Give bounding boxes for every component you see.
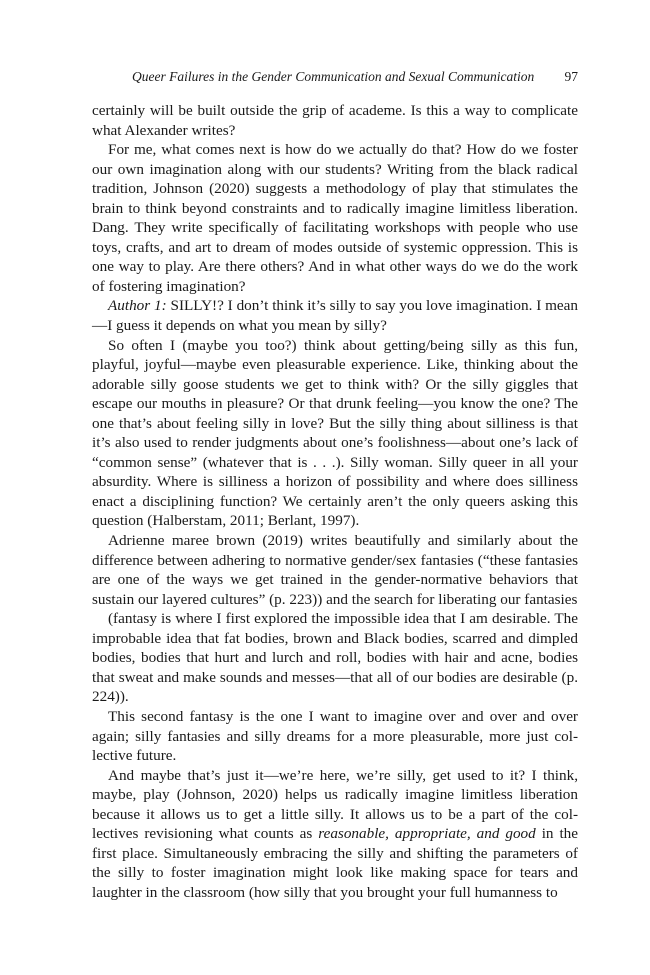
paragraph-8-text-b: in the first place. Simultaneously embracing the silly and shifting the parameters of the silly to foster imagination might look like making space for tears and laughter in the classroom (how silly that you brought your full humanness to [92,825,578,901]
paragraph-5: Adrienne maree brown (2019) writes beautifully and similarly about the difference between adhering to normative gender/sex fantasies (“these fantasies are one of the ways we get trained in the gender-normative behaviors that sustain our layered cultures” (p. 223)) and the search for liberating our fantasies [92,532,578,608]
running-title: Queer Failures in the Gender Communication and Sexual Communication [132,69,535,84]
paragraph-2: For me, what comes next is how do we actually do that? How do we foster our own imagination along with our students? Writing from the black radical tradition, Johnson (2020) suggests a methodology of play that stimulates the brain to think beyond constraints and to radically imagine limitless liberation. Dang. They write specifically of facilitating workshops with people who use toys, crafts, and art to dream of modes outside of systemic oppression. This is one way to play. Are there others? And in what other ways do we do the work of fostering imagination? [92,141,578,295]
speaker-label: Author 1: [108,297,167,315]
body-text [92,101,578,902]
paragraph-7: This second fantasy is the one I want to imagine over and over and over again; silly fantasies and silly dreams for a more pleasurable, more just collective future. [92,707,578,765]
page-number: 97 [564,69,578,84]
paragraph-8 [92,766,578,903]
running-head [92,68,578,86]
paragraph-3 [92,296,578,335]
block-quote: (fantasy is where I first explored the impossible idea that I am desirable. The improbable idea that fat bodies, brown and Black bodies, scarred and dimpled bodies, bodies that hurt and lurch and roll, bodies with hair and acne, bodies that sweat and make sounds and messes—that all of our bodies are desirable (p. 224)). [92,610,578,706]
emphasis-phrase: reasonable, appropriate, and good [318,825,536,843]
paragraph-4: So often I (maybe you too?) think about getting/being silly as this fun, playful, joyful—maybe even pleasurable experience. Like, thinking about the adorable silly goose students we get to think with? Or the silly giggles that escape our mouths in pleasure? Or that drunk feeling—you know the one? The one that’s about feeling silly in love? But the silly thing about silliness is that it’s also used to render judgments about one’s foolishness—about one’s lack of “common sense” (whatever that is . . .). Silly woman. Silly queer in all your absurdity. Where is silliness a horizon of possibility and where does silliness enact a disciplining function? We certainly aren’t the only queers asking this question (Halberstam, 2011; Berlant, 1997). [92,336,578,530]
paragraph-8-text-a: And maybe that’s just it—we’re here, we’re silly, get used to it? I think, maybe, play (Johnson, 2020) helps us radically imagine limitless liberation because it allows us to get a little silly. It allows us to be a part of the collectives revisioning what counts as [92,766,578,843]
paragraph-1: certainly will be built outside the grip of academe. Is this a way to complicate what Alexander writes? [92,102,578,139]
paragraph-3-text: SILLY!? I don’t think it’s silly to say you love imagination. I mean—I guess it depends on what you mean by silly? [92,297,578,335]
